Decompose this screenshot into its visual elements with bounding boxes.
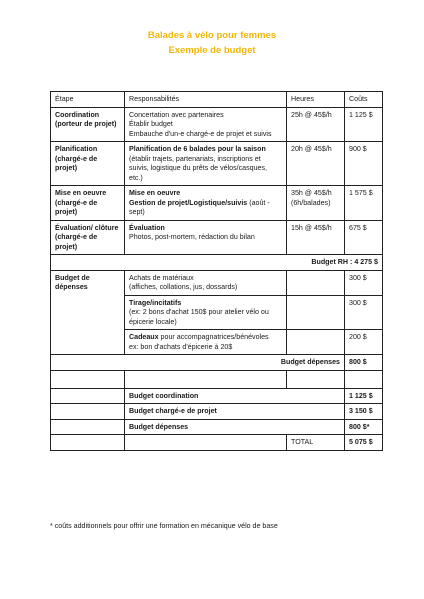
cost-cell: 200 $ (345, 330, 383, 355)
table-row (51, 270, 383, 295)
empty-cell (51, 404, 125, 420)
hours-cell: 25h @ 45$/h (287, 107, 345, 142)
depense-line: Achats de matériaux (129, 273, 194, 282)
table-row (51, 107, 383, 142)
depense-detail: (ex: 2 bons d'achat 150$ pour atelier vélo ou épicerie locale) (129, 308, 269, 326)
responsibilities-cell (125, 220, 287, 255)
budget-depenses-label: Budget dépenses (51, 355, 345, 371)
header-etape: Étape (51, 92, 125, 108)
summary-label: Budget chargé-e de projet (125, 404, 345, 420)
budget-rh-row (51, 255, 383, 271)
responsibilities-cell (125, 186, 287, 221)
document-subtitle: Exemple de budget (168, 45, 256, 56)
summary-value: 1 125 $ (345, 388, 383, 404)
empty-cell (51, 419, 125, 435)
summary-value: 800 $* (345, 419, 383, 435)
resp-title: Planification de 6 balades pour la saison (129, 145, 266, 153)
footnote: * coûts additionnels pour offrir une formation en mécanique vélo de base (50, 522, 278, 530)
budget-rh-total: Budget RH : 4 275 $ (51, 255, 383, 271)
cost-cell: 300 $ (345, 295, 383, 330)
summary-label: Budget coordination (125, 388, 345, 404)
resp-detail: Photos, post-mortem, rédaction du bilan (129, 233, 255, 241)
empty-cell (345, 370, 383, 388)
total-value: 5 075 $ (345, 435, 383, 451)
empty-cell (51, 388, 125, 404)
summary-row (51, 419, 383, 435)
total-row (51, 435, 383, 451)
summary-label: Budget dépenses (125, 419, 345, 435)
resp-detail: (établir trajets, partenariats, inscriptions et suivis, logistique du prêts de vélos/casques, etc.) (129, 154, 268, 182)
spacer-row (51, 370, 383, 388)
resp-line: Concertation avec partenaires (129, 110, 224, 119)
empty-cell (125, 435, 287, 451)
depense-title: Tirage/incitatifs (129, 298, 182, 307)
depense-title: Cadeaux (129, 333, 159, 341)
responsibilities-cell (125, 142, 287, 186)
empty-cell (287, 370, 345, 388)
resp-title: Mise en oeuvre (129, 189, 181, 197)
responsibilities-cell (125, 107, 287, 142)
step-cell: Mise en oeuvre (chargé-e de projet) (51, 186, 125, 221)
depense-cell (125, 295, 287, 330)
header-couts: Coûts (345, 92, 383, 108)
table-row (51, 142, 383, 186)
empty-cell (51, 435, 125, 451)
total-label: TOTAL (287, 435, 345, 451)
hours-cell: 20h @ 45$/h (287, 142, 345, 186)
budget-depenses-value: 800 $ (345, 355, 383, 371)
table-row (51, 220, 383, 255)
depense-line: (affiches, collations, jus, dossards) (129, 283, 238, 291)
table-header-row (51, 92, 383, 108)
resp-line: Embauche d'un-e chargé-e de projet et suivis (129, 129, 272, 138)
depense-cell (125, 270, 287, 295)
summary-value: 3 150 $ (345, 404, 383, 420)
summary-row (51, 404, 383, 420)
step-cell: Coordination (porteur de projet) (51, 107, 125, 142)
step-cell: Planification (chargé-e de projet) (51, 142, 125, 186)
hours-cell: 15h @ 45$/h (287, 220, 345, 255)
budget-table (50, 91, 383, 451)
resp-detail: (août - sept) (129, 198, 270, 216)
cost-cell: 675 $ (345, 220, 383, 255)
cost-cell: 1 125 $ (345, 107, 383, 142)
step-cell: Évaluation/ clôture (chargé-e de projet) (51, 220, 125, 255)
summary-row (51, 388, 383, 404)
table-row (51, 186, 383, 221)
depense-detail-inline: pour accompagnatrices/bénévoles (158, 333, 269, 341)
cost-cell: 900 $ (345, 142, 383, 186)
header-heures: Heures (287, 92, 345, 108)
empty-cell (51, 370, 125, 388)
cost-cell: 300 $ (345, 270, 383, 295)
depense-detail: ex: bon d'achats d'épicerie à 20$ (129, 342, 233, 351)
empty-cell (287, 295, 345, 330)
budget-depenses-row (51, 355, 383, 371)
document-title: Balades à vélo pour femmes (147, 30, 277, 41)
depense-cell (125, 330, 287, 355)
header-responsabilites: Responsabilités (125, 92, 287, 108)
resp-title-2: Gestion de projet/Logistique/suivis (129, 198, 248, 207)
empty-cell (287, 330, 345, 355)
resp-title: Évaluation (129, 223, 165, 232)
depenses-label: Budget de dépenses (51, 270, 125, 355)
resp-line: Établir budget (129, 120, 173, 128)
empty-cell (287, 270, 345, 295)
empty-cell (125, 370, 287, 388)
cost-cell: 1 575 $ (345, 186, 383, 221)
hours-cell: 35h @ 45$/h (6h/balades) (287, 186, 345, 221)
